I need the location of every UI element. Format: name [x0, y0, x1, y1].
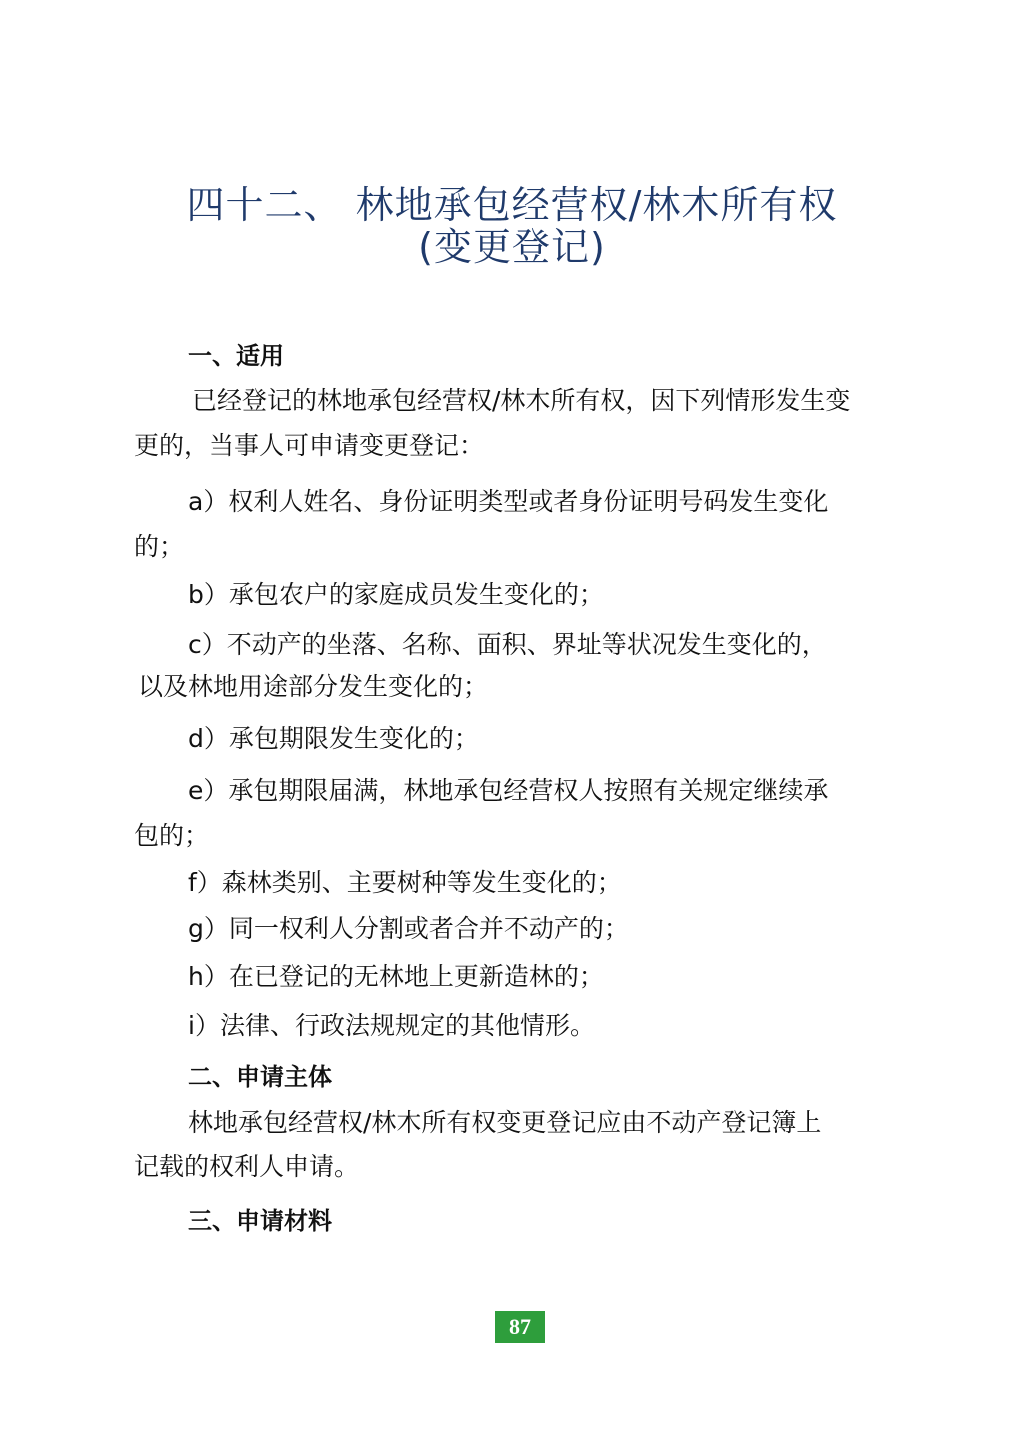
list-item-h: h）在已登记的无林地上更新造林的； — [188, 962, 604, 991]
list-item-c: c）不动产的坐落、名称、面积、界址等状况发生变化的， — [188, 630, 827, 659]
list-item-d: d）承包期限发生变化的； — [188, 724, 479, 753]
list-item-g: g）同一权利人分割或者合并不动产的； — [188, 914, 629, 943]
section-heading: 二、申请主体 — [188, 1063, 332, 1091]
paragraph-line: 更的，当事人可申请变更登记： — [134, 431, 485, 460]
list-item-a: a）权利人姓名、身份证明类型或者身份证明号码发生变化 — [188, 487, 829, 516]
list-item-c-continued: 以及林地用途部分发生变化的； — [138, 672, 489, 701]
list-item-e: e）承包期限届满，林地承包经营权人按照有关规定继续承 — [188, 776, 829, 805]
list-item-i: i）法律、行政法规规定的其他情形。 — [188, 1011, 595, 1040]
paragraph-line: 林地承包经营权/林木所有权变更登记应由不动产登记簿上 — [188, 1108, 822, 1137]
list-item-b: b）承包农户的家庭成员发生变化的； — [188, 580, 604, 609]
list-item-a-continued: 的； — [134, 532, 185, 561]
section-heading: 三、申请材料 — [188, 1207, 332, 1235]
list-item-e-continued: 包的； — [134, 821, 210, 850]
page-number-badge: 87 — [495, 1311, 545, 1343]
section-heading: 一、适用 — [188, 342, 284, 370]
paragraph-line: 已经登记的林地承包经营权/林木所有权，因下列情形发生变 — [192, 386, 851, 415]
list-item-f: f）森林类别、主要树种等发生变化的； — [188, 868, 622, 897]
page-title-line-2: (变更登记) — [418, 225, 606, 269]
paragraph-line: 记载的权利人申请。 — [134, 1152, 360, 1181]
page-title-line-1: 四十二、 林地承包经营权/林木所有权 — [186, 183, 838, 227]
